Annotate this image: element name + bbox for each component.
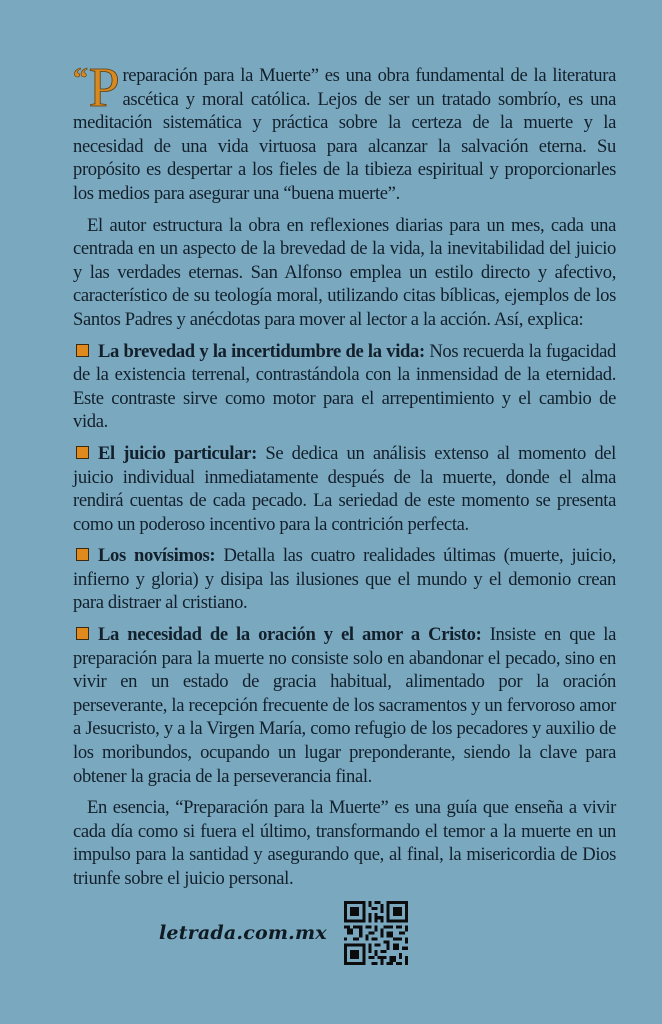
open-quote-ornament: “ <box>73 62 88 95</box>
bullet-item-juicio <box>73 442 616 536</box>
bullet-title: La necesidad de la oración y el amor a Cristo: <box>98 624 482 646</box>
bullet-title: Los novísimos: <box>98 545 216 567</box>
orange-square-bullet-icon <box>76 344 89 357</box>
intro-paragraph <box>73 57 616 206</box>
back-cover-text <box>73 57 617 899</box>
bullet-item-novisimos <box>73 544 616 615</box>
bullet-text: Detalla las cuatro realidades últimas (muerte, juicio, infierno y gloria) y disipa las ilusiones que el mundo y el demonio crean para distraer al cristiano. <box>73 545 617 614</box>
conclusion-paragraph: En esencia, “Preparación para la Muerte” es una guía que enseña a vivir cada día como si fuera el último, transformando el temor a la muerte en un impulso para la santidad y asegurando que, al final, la misericordia de Dios triunfe sobre el juicio personal. <box>73 797 616 889</box>
orange-square-bullet-icon <box>76 446 89 459</box>
orange-square-bullet-icon <box>76 627 89 640</box>
structure-paragraph: El autor estructura la obra en reflexiones diarias para un mes, cada una centrada en un aspecto de la brevedad de la vida, la inevitabilidad del juicio y las verdades eternas. San Alfonso emplea un estilo directo y afectivo, característico de su teología moral, utilizando citas bíblicas, ejemplos de los Santos Padres y anécdotas para mover al lector a la acción. Así, explica: <box>73 214 616 330</box>
bullet-item-oracion <box>73 623 616 788</box>
bullet-title: El juicio particular: <box>98 442 257 464</box>
bullet-text: Nos recuerda la fugacidad de la existencia terrenal, contrastándola con la inmensidad de la eternidad. Este contraste sirve como motor para el arrepentimiento y el cambio de vida. <box>73 340 616 433</box>
bullet-title: La brevedad y la incertidumbre de la vida: <box>98 340 425 362</box>
dropcap-letter: P <box>88 57 120 119</box>
bullet-text: Insiste en que la preparación para la muerte no consiste solo en abandonar el pecado, sino en vivir en un estado de gracia habitual, alimentado por la oración perseverante, la recepción frecuente de los sacramentos y un fervoroso amor a Jesucristo, y a la Virgen María, como refugio de los pecadores y auxilio de los moribundos, ocupando un lugar preponderante, siendo la clave para obtener la gracia de la perseverancia final. <box>73 624 616 787</box>
bullet-text: Se dedica un análisis extenso al momento del juicio individual inmediatamente después de la muerte, donde el alma rendirá cuentas de cada pecado. La seriedad de este momento se presenta como un poderoso incentivo para la contrición perfecta. <box>73 442 616 535</box>
qr-code-icon <box>344 901 408 965</box>
bullet-item-brevedad <box>73 340 616 434</box>
website-link[interactable]: letrada.com.mx <box>159 922 327 944</box>
intro-text: reparación para la Muerte” es una obra fundamental de la literatura ascética y moral católica. Lejos de ser un tratado sombrío, es una meditación sistemática y práctica sobre la certeza de la muerte y la necesidad de una vida virtuosa para alcanzar la salvación eterna. Su propósito es despertar a los fieles de la tibieza espiritual y proporcionarles los medios para asegurar una “buena muerte”. <box>73 65 616 204</box>
orange-square-bullet-icon <box>76 548 89 561</box>
